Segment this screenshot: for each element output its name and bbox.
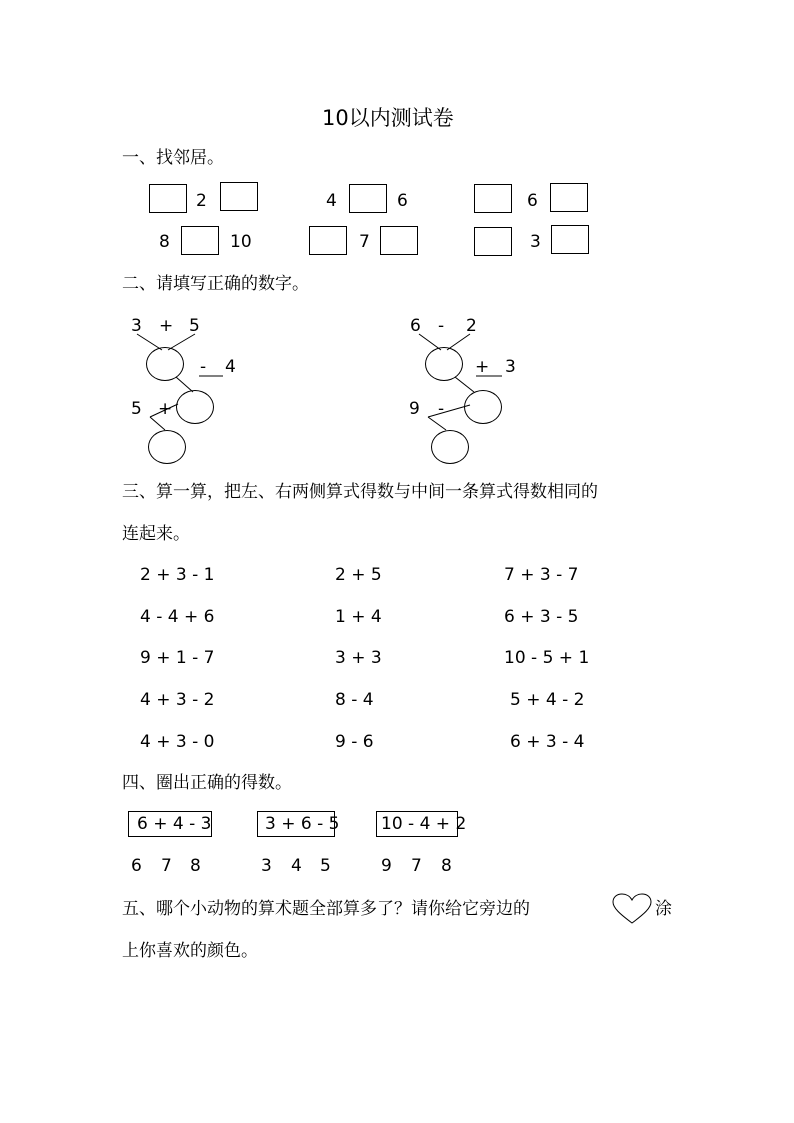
answer-circle[interactable] bbox=[464, 390, 502, 424]
left-expression[interactable]: 4 + 3 - 0 bbox=[140, 732, 215, 752]
answer-choice[interactable]: 9 bbox=[381, 856, 392, 876]
number-label: 2 bbox=[196, 191, 207, 211]
section1-heading: 一、找邻居。 bbox=[122, 148, 224, 168]
answer-choice[interactable]: 4 bbox=[291, 856, 302, 876]
tree-operator: + bbox=[159, 316, 174, 336]
middle-expression[interactable]: 1 + 4 bbox=[335, 607, 382, 627]
answer-circle[interactable] bbox=[148, 430, 186, 464]
tree-operator: + bbox=[158, 399, 173, 419]
heart-icon[interactable] bbox=[612, 893, 652, 925]
answer-choice[interactable]: 6 bbox=[131, 856, 142, 876]
answer-choice[interactable]: 7 bbox=[161, 856, 172, 876]
number-label: 7 bbox=[359, 232, 370, 252]
right-expression[interactable]: 10 - 5 + 1 bbox=[504, 648, 590, 668]
expression-box: 6 + 4 - 3 bbox=[128, 811, 212, 837]
answer-circle[interactable] bbox=[176, 390, 214, 424]
tree-operator: + bbox=[475, 357, 490, 377]
tree-number: 9 bbox=[409, 399, 420, 419]
answer-box[interactable] bbox=[474, 227, 512, 256]
answer-circle[interactable] bbox=[431, 430, 469, 464]
answer-box[interactable] bbox=[380, 226, 418, 255]
tree-operator: - bbox=[200, 357, 207, 377]
middle-expression[interactable]: 3 + 3 bbox=[335, 648, 382, 668]
section5-heading: 五、哪个小动物的算术题全部算多了？请你给它旁边的 bbox=[122, 899, 530, 919]
right-expression[interactable]: 6 + 3 - 4 bbox=[510, 732, 585, 752]
tree-operator: - bbox=[438, 316, 445, 336]
middle-expression[interactable]: 8 - 4 bbox=[335, 690, 374, 710]
tree-number: 5 bbox=[189, 316, 200, 336]
section3-heading: 三、算一算，把左、右两侧算式得数与中间一条算式得数相同的 bbox=[122, 482, 598, 502]
answer-box[interactable] bbox=[149, 184, 187, 213]
tree-number: 3 bbox=[505, 357, 516, 377]
tree-number: 6 bbox=[410, 316, 421, 336]
answer-circle[interactable] bbox=[146, 347, 184, 381]
expression-box: 10 - 4 + 2 bbox=[376, 811, 458, 837]
right-expression[interactable]: 6 + 3 - 5 bbox=[504, 607, 579, 627]
section5-heading-end: 涂 bbox=[655, 899, 672, 919]
number-label: 6 bbox=[397, 191, 408, 211]
section5-heading-cont: 上你喜欢的颜色。 bbox=[122, 941, 258, 961]
answer-box[interactable] bbox=[551, 225, 589, 254]
answer-choice[interactable]: 3 bbox=[261, 856, 272, 876]
tree-number: 3 bbox=[131, 316, 142, 336]
section2-heading: 二、请填写正确的数字。 bbox=[122, 274, 309, 294]
answer-box[interactable] bbox=[309, 226, 347, 255]
section4-heading: 四、圈出正确的得数。 bbox=[122, 773, 292, 793]
answer-choice[interactable]: 5 bbox=[320, 856, 331, 876]
number-label: 6 bbox=[527, 191, 538, 211]
answer-circle[interactable] bbox=[425, 347, 463, 381]
left-expression[interactable]: 4 - 4 + 6 bbox=[140, 607, 215, 627]
left-expression[interactable]: 2 + 3 - 1 bbox=[140, 565, 215, 585]
answer-box[interactable] bbox=[349, 184, 387, 213]
tree-number: 4 bbox=[225, 357, 236, 377]
number-label: 10 bbox=[230, 232, 252, 252]
left-expression[interactable]: 4 + 3 - 2 bbox=[140, 690, 215, 710]
right-expression[interactable]: 7 + 3 - 7 bbox=[504, 565, 579, 585]
expression-box: 3 + 6 - 5 bbox=[257, 811, 335, 837]
answer-box[interactable] bbox=[474, 184, 512, 213]
middle-expression[interactable]: 2 + 5 bbox=[335, 565, 382, 585]
section3-heading-cont: 连起来。 bbox=[122, 524, 190, 544]
middle-expression[interactable]: 9 - 6 bbox=[335, 732, 374, 752]
tree-operator: - bbox=[438, 399, 445, 419]
answer-box[interactable] bbox=[220, 182, 258, 211]
answer-choice[interactable]: 7 bbox=[411, 856, 422, 876]
answer-box[interactable] bbox=[550, 183, 588, 212]
number-label: 3 bbox=[530, 232, 541, 252]
number-label: 8 bbox=[159, 232, 170, 252]
right-expression[interactable]: 5 + 4 - 2 bbox=[510, 690, 585, 710]
number-label: 4 bbox=[326, 191, 337, 211]
page-title: 10以内测试卷 bbox=[322, 106, 454, 130]
tree-number: 2 bbox=[466, 316, 477, 336]
answer-box[interactable] bbox=[181, 226, 219, 255]
answer-choice[interactable]: 8 bbox=[190, 856, 201, 876]
left-expression[interactable]: 9 + 1 - 7 bbox=[140, 648, 215, 668]
answer-choice[interactable]: 8 bbox=[441, 856, 452, 876]
tree-number: 5 bbox=[131, 399, 142, 419]
